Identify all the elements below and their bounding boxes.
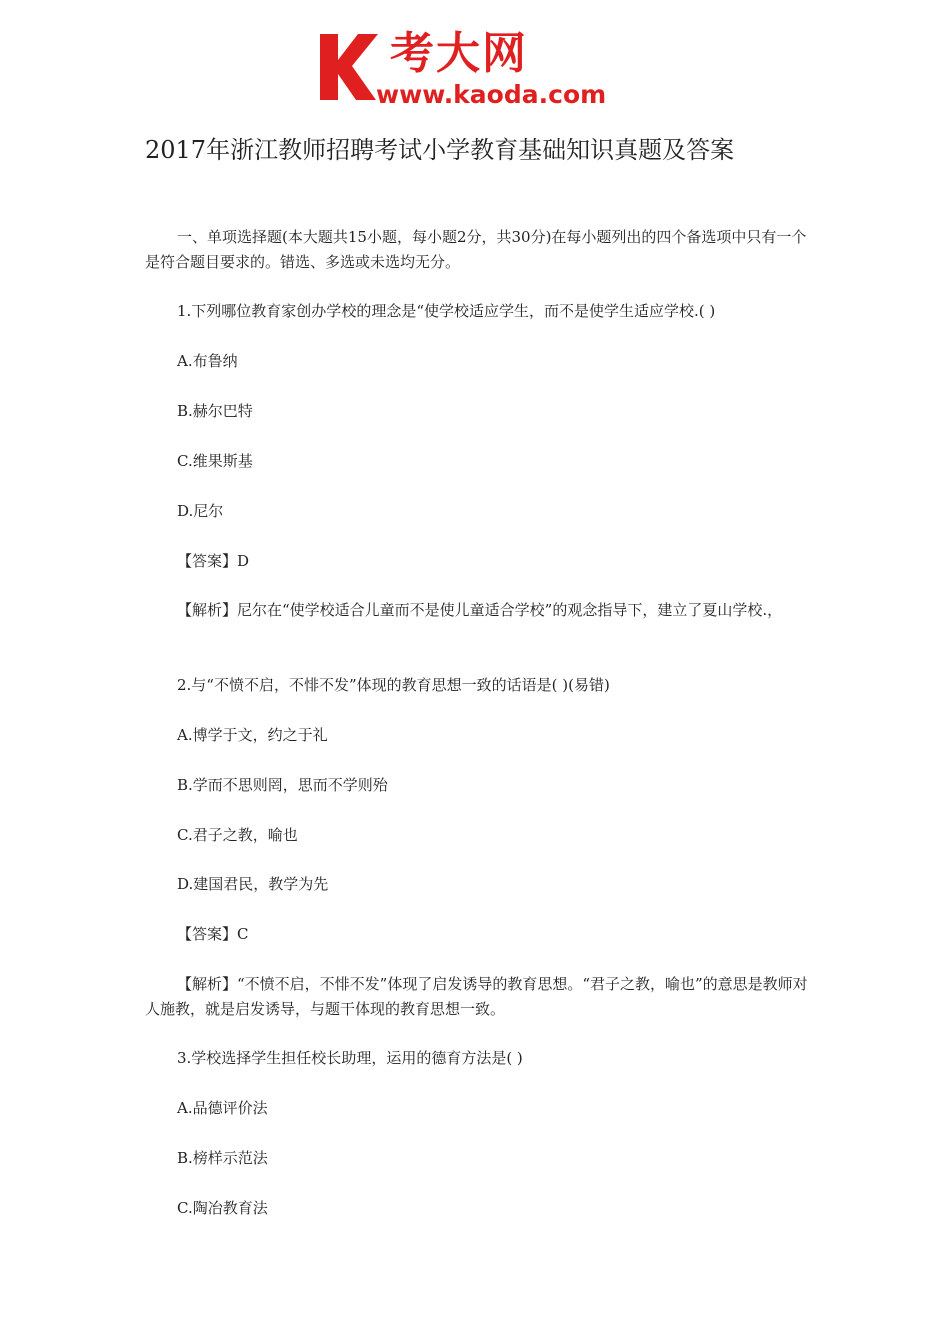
section-heading: 一、单项选择题(本大题共15小题，每小题2分，共30分)在每小题列出的四个备选项中只有一个是符合题目要求的。错选、多选或未选均无分。 bbox=[145, 228, 807, 271]
k-logo-icon bbox=[318, 30, 380, 102]
question-2-option-c: C.君子之教，喻也 bbox=[177, 826, 298, 844]
page-title: 2017年浙江教师招聘考试小学教育基础知识真题及答案 bbox=[145, 136, 735, 164]
question-1-option-b: B.赫尔巴特 bbox=[177, 402, 253, 420]
question-2-answer: 【答案】C bbox=[177, 925, 249, 943]
question-3-stem: 3.学校选择学生担任校长助理，运用的德育方法是( ) bbox=[177, 1049, 523, 1067]
question-2-option-d: D.建国君民，教学为先 bbox=[177, 875, 329, 893]
question-1-stem: 1.下列哪位教育家创办学校的理念是“使学校适应学生，而不是使学生适应学校.( ) bbox=[177, 302, 716, 320]
question-1-answer: 【答案】D bbox=[177, 552, 250, 570]
question-1-analysis: 【解析】尼尔在“使学校适合儿童而不是使儿童适合学校”的观念指导下，建立了夏山学校.， bbox=[177, 601, 783, 619]
logo-url: www.kaoda.com bbox=[376, 80, 607, 109]
question-3-option-b: B.榜样示范法 bbox=[177, 1149, 268, 1167]
kaoda-logo bbox=[318, 28, 640, 110]
logo-brand-text: 考大网 bbox=[390, 28, 528, 79]
question-2-analysis: 【解析】“不愤不启，不悱不发”体现了启发诱导的教育思想。“君子之教，喻也”的意思是教师对人施教，就是启发诱导，与题干体现的教育思想一致。 bbox=[145, 975, 808, 1018]
question-2-stem: 2.与“不愤不启，不悱不发”体现的教育思想一致的话语是( )(易错) bbox=[177, 676, 610, 694]
question-1-option-d: D.尼尔 bbox=[177, 502, 224, 520]
question-2-option-b: B.学而不思则罔，思而不学则殆 bbox=[177, 776, 388, 794]
question-1-option-a: A.布鲁纳 bbox=[177, 352, 238, 370]
question-3-option-c: C.陶冶教育法 bbox=[177, 1199, 268, 1217]
question-3-option-a: A.品德评价法 bbox=[177, 1099, 268, 1117]
question-2-option-a: A.博学于文，约之于礼 bbox=[177, 726, 328, 744]
question-1-option-c: C.维果斯基 bbox=[177, 452, 253, 470]
